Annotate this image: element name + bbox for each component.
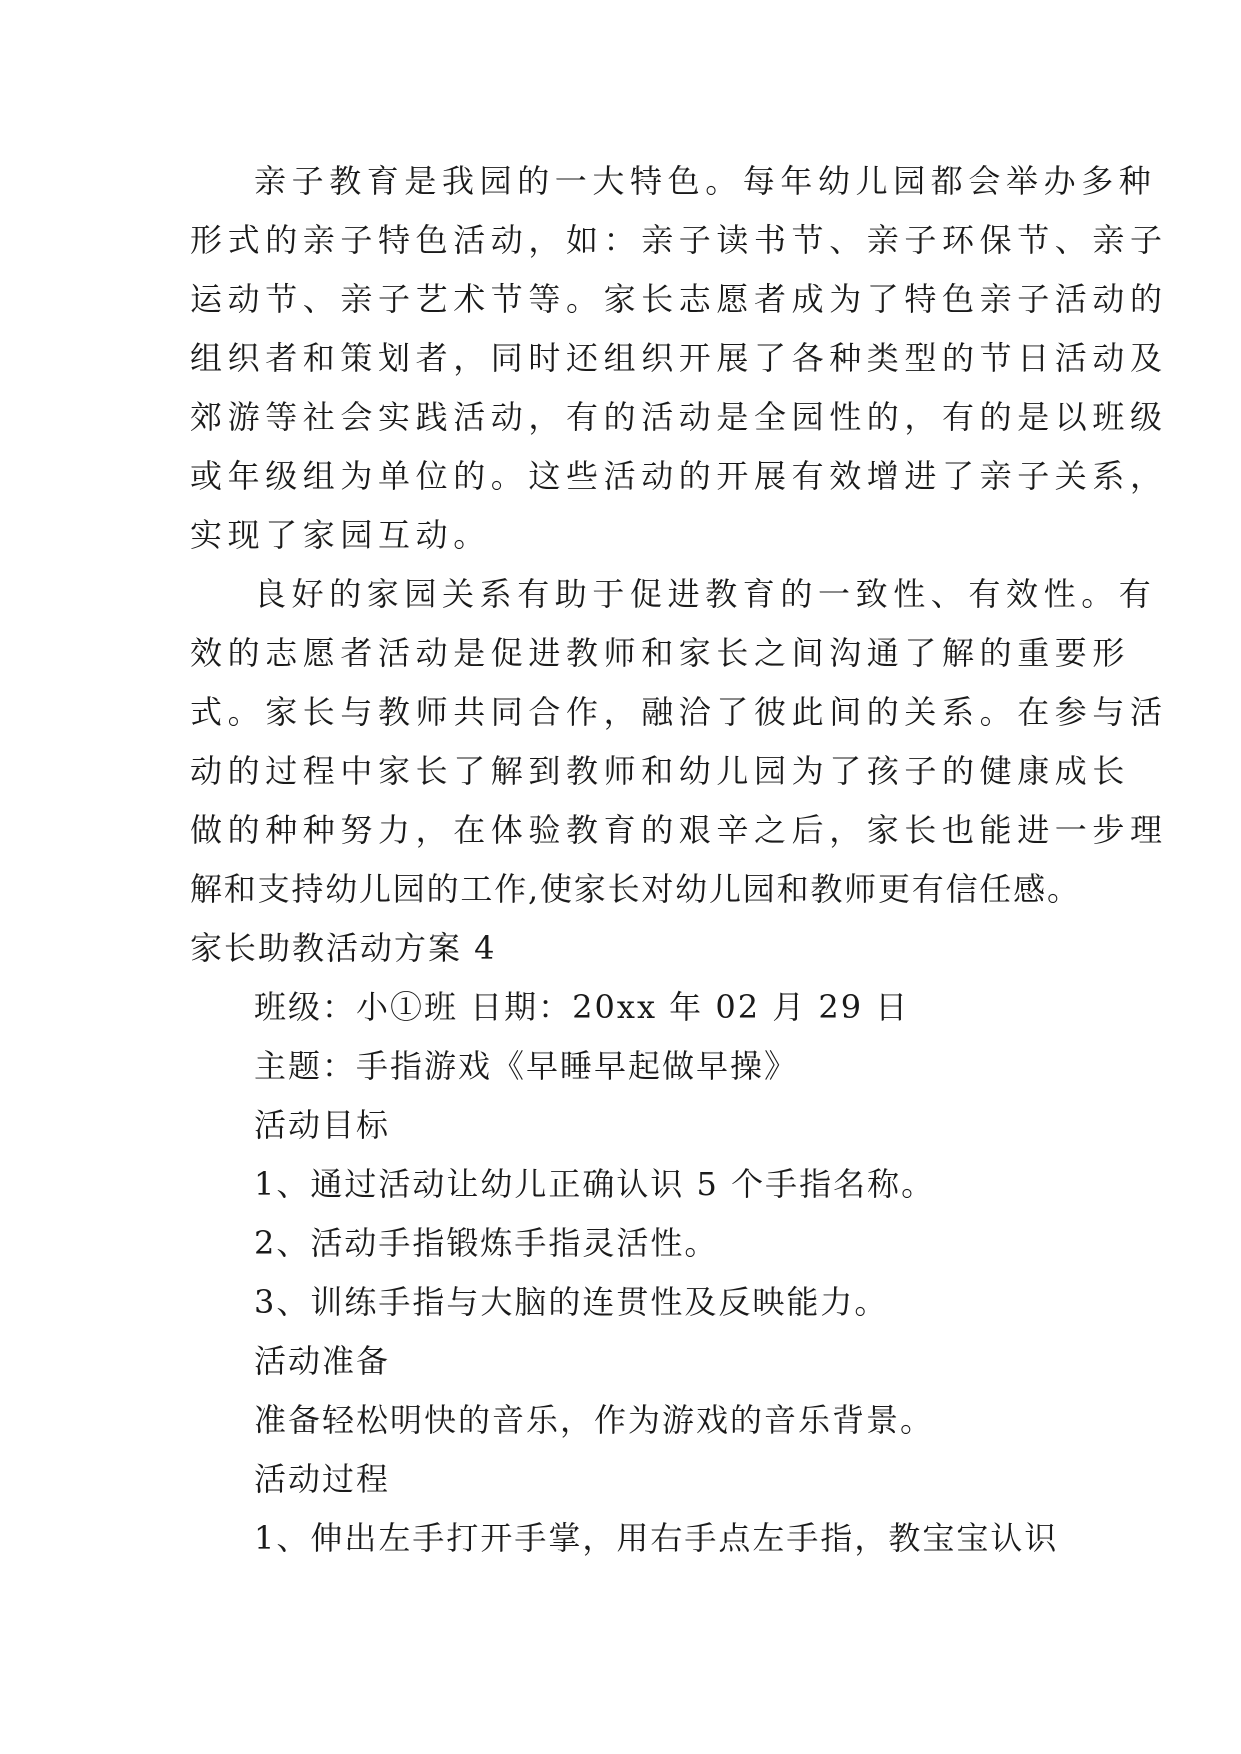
paragraph-line: 效的志愿者活动是促进教师和家长之间沟通了解的重要形	[190, 634, 1131, 672]
paragraph-line: 良好的家园关系有助于促进教育的一致性、有效性。有	[254, 575, 1157, 613]
process-heading: 活动过程	[254, 1460, 391, 1498]
goal-item: 2、活动手指锻炼手指灵活性。	[254, 1224, 719, 1262]
goals-heading: 活动目标	[254, 1106, 391, 1144]
paragraph-line: 亲子教育是我园的一大特色。每年幼儿园都会举办多种	[254, 162, 1157, 200]
theme-line: 主题：手指游戏《早睡早起做早操》	[254, 1047, 799, 1085]
process-item: 1、伸出左手打开手掌，用右手点左手指，教宝宝认识	[254, 1519, 1059, 1557]
paragraph-line: 运动节、亲子艺术节等。家长志愿者成为了特色亲子活动的	[190, 280, 1168, 318]
paragraph-line: 动的过程中家长了解到教师和幼儿园为了孩子的健康成长	[190, 752, 1131, 790]
prep-text: 准备轻松明快的音乐，作为游戏的音乐背景。	[254, 1401, 935, 1439]
paragraph-line: 郊游等社会实践活动，有的活动是全园性的，有的是以班级	[190, 398, 1168, 436]
document-body	[190, 152, 1168, 1568]
paragraph-line: 或年级组为单位的。这些活动的开展有效增进了亲子关系，	[190, 457, 1168, 495]
goal-item: 3、训练手指与大脑的连贯性及反映能力。	[254, 1283, 889, 1321]
paragraph-line: 组织者和策划者，同时还组织开展了各种类型的节日活动及	[190, 339, 1168, 377]
section-title: 家长助教活动方案 4	[190, 929, 497, 967]
paragraph-line: 实现了家园互动。	[190, 516, 491, 554]
paragraph-line: 式。家长与教师共同合作，融洽了彼此间的关系。在参与活	[190, 693, 1168, 731]
paragraph-line: 做的种种努力，在体验教育的艰辛之后，家长也能进一步理	[190, 811, 1168, 849]
prep-heading: 活动准备	[254, 1342, 391, 1380]
goal-item: 1、通过活动让幼儿正确认识 5 个手指名称。	[254, 1165, 936, 1203]
paragraph-line: 解和支持幼儿园的工作,使家长对幼儿园和教师更有信任感。	[190, 870, 1081, 908]
paragraph-line: 形式的亲子特色活动，如：亲子读书节、亲子环保节、亲子	[190, 221, 1168, 259]
class-date-line: 班级：小①班 日期：20xx 年 02 月 29 日	[254, 988, 910, 1026]
